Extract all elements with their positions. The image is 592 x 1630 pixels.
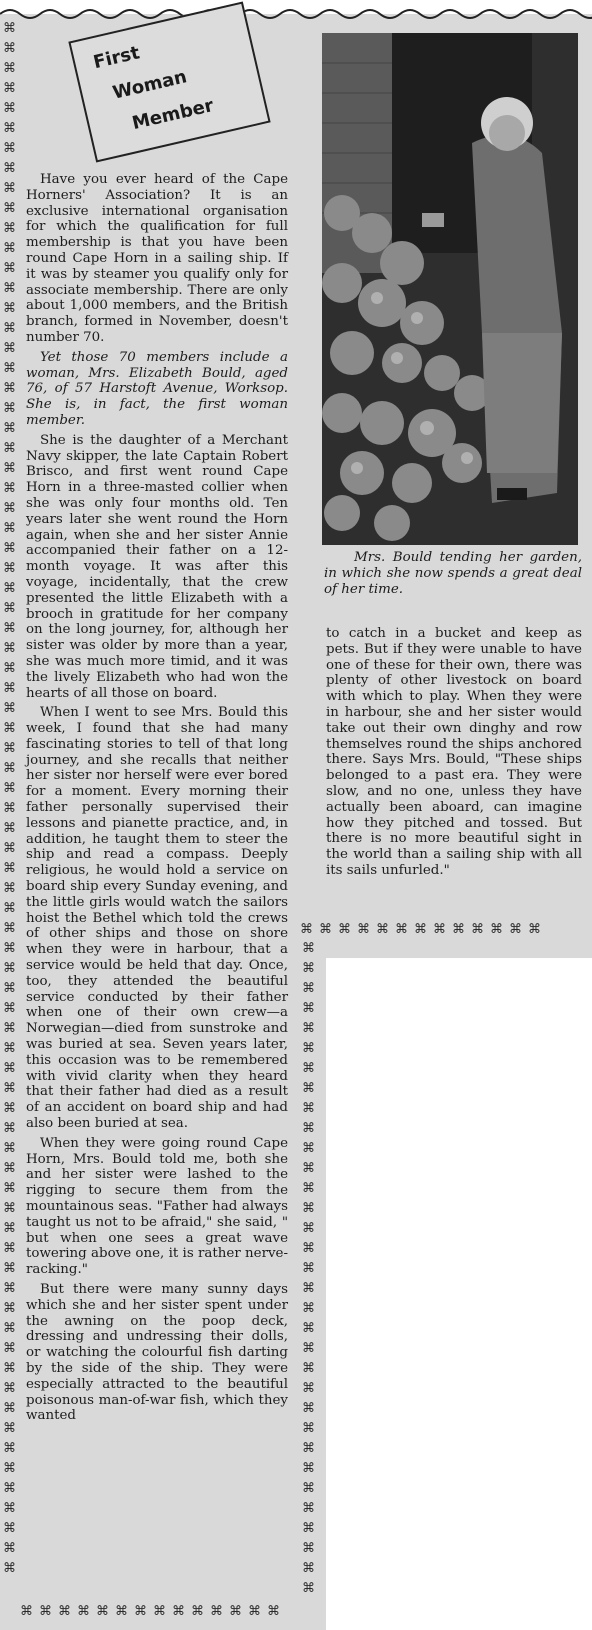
ornament-icon: ⌘ — [3, 721, 16, 736]
ornament-icon: ⌘ — [3, 901, 16, 916]
ornament-icon: ⌘ — [302, 1581, 315, 1596]
paragraph-intro: Have you ever heard of the Cape Horners' Association? It is an exclusive international organisation for which the qualification for full membership is that you have been round Cape Horn in a sailing ship. If it was by steamer you qualify only for associate membership. There are only about 1,000 members, and the British branch, formed in November, doesn't number 70. — [26, 172, 288, 345]
ornament-icon: ⌘ — [3, 1181, 16, 1196]
middle-ornament-border — [302, 940, 316, 1598]
ornament-icon: ⌘ — [3, 61, 16, 76]
ornament-icon: ⌘ — [302, 1261, 315, 1276]
ornament-icon: ⌘ — [3, 1481, 16, 1496]
ornament-icon: ⌘ — [302, 1521, 315, 1536]
ornament-icon: ⌘ — [302, 1041, 315, 1056]
paragraph-visit: When I went to see Mrs. Bould this week, I found that she had many fascinating stories to tell of that long journey, and she recalls that neither her sister nor herself were ever bored for a moment. Every morning their father personally supervised their lessons and pianette practice, and, in addition, he taught them to steer the ship and read a compass. Deeply religious, he would hold a service on board ship every Sunday evening, and the little girls would watch the sailors hoist the Bethel which told the crews of other ships and those on shore when they were in harbour, that a service would be held that day. Once, too, they attended the beautiful service conducted by their father when one of their own crew—a Norwegian—died from sunstroke and was buried at sea. Seven years later, this occasion was to be remembered with vivid clarity when they heard that their father had died as a result of an accident on board ship and had also been buried at sea. — [26, 705, 288, 1132]
headline-line-3: Member — [130, 95, 216, 135]
torn-edge-decoration — [0, 0, 592, 30]
ornament-icon: ⌘ — [134, 1604, 147, 1619]
ornament-icon: ⌘ — [302, 1141, 315, 1156]
ornament-icon: ⌘ — [3, 1261, 16, 1276]
ornament-icon: ⌘ — [210, 1604, 223, 1619]
ornament-icon: ⌘ — [490, 922, 503, 937]
ornament-icon: ⌘ — [302, 1401, 315, 1416]
ornament-icon: ⌘ — [302, 1081, 315, 1096]
ornament-icon: ⌘ — [452, 922, 465, 937]
ornament-icon: ⌘ — [302, 1421, 315, 1436]
ornament-icon: ⌘ — [3, 1241, 16, 1256]
ornament-icon: ⌘ — [3, 181, 16, 196]
ornament-icon: ⌘ — [302, 1361, 315, 1376]
ornament-icon: ⌘ — [302, 1061, 315, 1076]
ornament-icon: ⌘ — [3, 761, 16, 776]
ornament-icon: ⌘ — [414, 922, 427, 937]
ornament-icon: ⌘ — [338, 922, 351, 937]
ornament-icon: ⌘ — [3, 501, 16, 516]
ornament-icon: ⌘ — [302, 1501, 315, 1516]
ornament-icon: ⌘ — [3, 141, 16, 156]
ornament-icon: ⌘ — [3, 1161, 16, 1176]
ornament-icon: ⌘ — [3, 581, 16, 596]
ornament-icon: ⌘ — [3, 981, 16, 996]
ornament-icon: ⌘ — [3, 861, 16, 876]
ornament-icon: ⌘ — [302, 1121, 315, 1136]
ornament-icon: ⌘ — [3, 1541, 16, 1556]
ornament-icon: ⌘ — [395, 922, 408, 937]
ornament-icon: ⌘ — [302, 1301, 315, 1316]
ornament-icon: ⌘ — [3, 641, 16, 656]
ornament-icon: ⌘ — [3, 221, 16, 236]
ornament-icon: ⌘ — [302, 1221, 315, 1236]
ornament-icon: ⌘ — [267, 1604, 280, 1619]
ornament-icon: ⌘ — [3, 401, 16, 416]
ornament-icon: ⌘ — [248, 1604, 261, 1619]
ornament-icon: ⌘ — [39, 1604, 52, 1619]
ornament-icon: ⌘ — [3, 241, 16, 256]
ornament-icon: ⌘ — [3, 1321, 16, 1336]
ornament-icon: ⌘ — [3, 1301, 16, 1316]
ornament-icon: ⌘ — [302, 1541, 315, 1556]
ornament-icon: ⌘ — [153, 1604, 166, 1619]
ornament-icon: ⌘ — [302, 981, 315, 996]
ornament-icon: ⌘ — [3, 81, 16, 96]
ornament-icon: ⌘ — [376, 922, 389, 937]
caption-text: Mrs. Bould tending her garden, in which she now spends a great deal of her time. — [324, 550, 582, 597]
ornament-icon: ⌘ — [3, 601, 16, 616]
ornament-icon: ⌘ — [3, 1101, 16, 1116]
ornament-icon: ⌘ — [58, 1604, 71, 1619]
ornament-icon: ⌘ — [77, 1604, 90, 1619]
ornament-icon: ⌘ — [3, 1221, 16, 1236]
ornament-icon: ⌘ — [3, 301, 16, 316]
ornament-icon: ⌘ — [302, 1561, 315, 1576]
ornament-icon: ⌘ — [3, 1401, 16, 1416]
left-article-column — [26, 172, 288, 1428]
ornament-icon: ⌘ — [115, 1604, 128, 1619]
ornament-icon: ⌘ — [300, 922, 313, 937]
ornament-icon: ⌘ — [3, 1461, 16, 1476]
ornament-icon: ⌘ — [302, 1161, 315, 1176]
ornament-icon: ⌘ — [302, 1101, 315, 1116]
ornament-icon: ⌘ — [3, 661, 16, 676]
ornament-icon: ⌘ — [3, 621, 16, 636]
ornament-icon: ⌘ — [3, 1201, 16, 1216]
ornament-icon: ⌘ — [3, 381, 16, 396]
ornament-icon: ⌘ — [3, 541, 16, 556]
ornament-icon: ⌘ — [302, 1241, 315, 1256]
ornament-icon: ⌘ — [229, 1604, 242, 1619]
ornament-icon: ⌘ — [3, 1081, 16, 1096]
ornament-icon: ⌘ — [3, 101, 16, 116]
ornament-icon: ⌘ — [302, 1021, 315, 1036]
ornament-icon: ⌘ — [302, 1441, 315, 1456]
ornament-icon: ⌘ — [3, 1381, 16, 1396]
ornament-icon: ⌘ — [3, 1141, 16, 1156]
ornament-icon: ⌘ — [3, 1061, 16, 1076]
ornament-icon: ⌘ — [302, 1481, 315, 1496]
ornament-icon: ⌘ — [357, 922, 370, 937]
ornament-icon: ⌘ — [3, 921, 16, 936]
left-ornament-border — [3, 20, 17, 1578]
ornament-icon: ⌘ — [3, 841, 16, 856]
ornament-icon: ⌘ — [3, 281, 16, 296]
ornament-icon: ⌘ — [3, 781, 16, 796]
photo-caption — [324, 550, 582, 597]
ornament-icon: ⌘ — [191, 1604, 204, 1619]
garden-photo-image — [322, 33, 578, 545]
ornament-icon: ⌘ — [3, 1441, 16, 1456]
ornament-icon: ⌘ — [3, 121, 16, 136]
ornament-icon: ⌘ — [3, 1561, 16, 1576]
ornament-icon: ⌘ — [302, 961, 315, 976]
paragraph-cape-horn: When they were going round Cape Horn, Mrs. Bould told me, both she and her sister were lashed to the rigging to secure them from the mountainous seas. "Father had always taught us not to be afraid," she said, " but when one sees a great wave towering above one, it is rather nerve-racking." — [26, 1135, 288, 1278]
ornament-icon: ⌘ — [302, 1381, 315, 1396]
ornament-icon: ⌘ — [3, 1521, 16, 1536]
ornament-icon: ⌘ — [302, 1281, 315, 1296]
ornament-icon: ⌘ — [3, 1041, 16, 1056]
paragraph-continued: to catch in a bucket and keep as pets. But if they were unable to have one of these for their own, there was plenty of other livestock on board with which to play. When they were in harbour, she and her sister would take out their own dinghy and row themselves round the ships anchored there. Says Mrs. Bould, "These ships belonged to a past era. They were slow, and no one, unless they have actually been aboard, can imagine how they pitched and tossed. But there is no more beautiful sight in the world than a sailing ship with all its sails unfurled." — [326, 626, 582, 878]
ornament-icon: ⌘ — [3, 1341, 16, 1356]
ornament-icon: ⌘ — [3, 701, 16, 716]
ornament-icon: ⌘ — [3, 441, 16, 456]
ornament-icon: ⌘ — [3, 461, 16, 476]
ornament-icon: ⌘ — [3, 941, 16, 956]
paragraph-sunny-days: But there were many sunny days which she and her sister spent under the awning on the poop deck, dressing and undressing their dolls, or watching the colourful fish darting by the side of the ship. They were especially attracted to the beautiful poisonous man-of-war fish, which they wanted — [26, 1281, 288, 1424]
ornament-icon: ⌘ — [302, 1201, 315, 1216]
ornament-icon: ⌘ — [3, 961, 16, 976]
headline-line-2: Woman — [110, 66, 189, 104]
ornament-icon: ⌘ — [3, 681, 16, 696]
ornament-icon: ⌘ — [302, 1341, 315, 1356]
ornament-icon: ⌘ — [3, 1281, 16, 1296]
ornament-icon: ⌘ — [3, 801, 16, 816]
right-article-column — [326, 626, 582, 883]
ornament-icon: ⌘ — [3, 1361, 16, 1376]
ornament-icon: ⌘ — [172, 1604, 185, 1619]
headline-line-1: First — [91, 42, 142, 74]
ornament-icon: ⌘ — [528, 922, 541, 937]
ornament-icon: ⌘ — [3, 821, 16, 836]
ornament-icon: ⌘ — [3, 1121, 16, 1136]
ornament-icon: ⌘ — [3, 881, 16, 896]
ornament-icon: ⌘ — [471, 922, 484, 937]
ornament-icon: ⌘ — [3, 1021, 16, 1036]
ornament-icon: ⌘ — [3, 321, 16, 336]
ornament-icon: ⌘ — [3, 341, 16, 356]
ornament-icon: ⌘ — [3, 741, 16, 756]
ornament-icon: ⌘ — [3, 421, 16, 436]
ornament-icon: ⌘ — [3, 361, 16, 376]
ornament-icon: ⌘ — [3, 1421, 16, 1436]
ornament-icon: ⌘ — [302, 941, 315, 956]
ornament-icon: ⌘ — [3, 201, 16, 216]
ornament-icon: ⌘ — [509, 922, 522, 937]
ornament-icon: ⌘ — [96, 1604, 109, 1619]
ornament-icon: ⌘ — [3, 41, 16, 56]
ornament-icon: ⌘ — [3, 481, 16, 496]
ornament-icon: ⌘ — [302, 1181, 315, 1196]
ornament-icon: ⌘ — [3, 161, 16, 176]
ornament-icon: ⌘ — [302, 1461, 315, 1476]
bottom-ornament-border — [20, 1604, 280, 1619]
ornament-icon: ⌘ — [302, 1321, 315, 1336]
ornament-icon: ⌘ — [319, 922, 332, 937]
right-bottom-ornament-border — [300, 922, 541, 937]
ornament-icon: ⌘ — [3, 1501, 16, 1516]
ornament-icon: ⌘ — [3, 521, 16, 536]
ornament-icon: ⌘ — [20, 1604, 33, 1619]
ornament-icon: ⌘ — [3, 1001, 16, 1016]
ornament-icon: ⌘ — [3, 561, 16, 576]
paragraph-lead: Yet those 70 members include a woman, Mrs. Elizabeth Bould, aged 76, of 57 Harstoft Avenue, Worksop. She is, in fact, the first woman member. — [26, 349, 288, 428]
ornament-icon: ⌘ — [3, 21, 16, 36]
ornament-icon: ⌘ — [3, 261, 16, 276]
photo-mrs-bould-garden — [322, 33, 578, 545]
ornament-icon: ⌘ — [302, 1001, 315, 1016]
paragraph-daughter: She is the daughter of a Merchant Navy skipper, the late Captain Robert Brisco, and first went round Cape Horn in a three-masted collier when she was only four months old. Ten years later she went round the Horn again, when she and her sister Annie accompanied their father on a 12-month voyage. It was after this voyage, incidentally, that the crew presented the little Elizabeth with a brooch in gratitude for her company on the long journey, for, although her sister was older by more than a year, she was much more timid, and it was the lively Elizabeth who had won the hearts of all those on board. — [26, 432, 288, 701]
ornament-icon: ⌘ — [433, 922, 446, 937]
